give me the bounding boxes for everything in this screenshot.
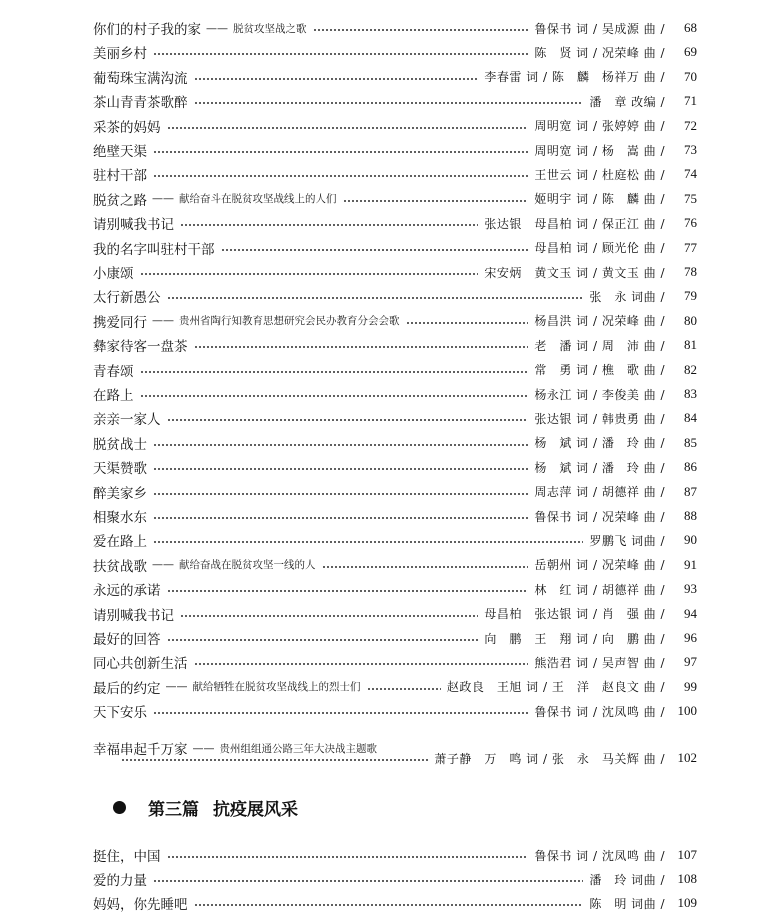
entry-credits: 周志萍 词 / 胡德祥 曲 /	[534, 485, 665, 500]
toc-entry-long-credits	[115, 748, 697, 768]
entry-title: 相聚水东	[93, 510, 147, 526]
entry-page-number: 90	[684, 532, 697, 548]
entry-page-number: 86	[684, 459, 697, 475]
dot-leader	[322, 566, 529, 568]
entry-credits: 周明宽 词 / 张婷婷 曲 /	[534, 119, 665, 134]
entry-title: 亲亲一家人	[93, 412, 161, 429]
toc-entry	[93, 311, 697, 331]
entry-credits: 熊浩君 词 / 吴声智 曲 /	[534, 655, 665, 670]
entry-title: 同心共创新生活	[93, 656, 188, 673]
entry-title: 绝壁天渠	[93, 144, 147, 160]
entry-title: 永远的承诺	[93, 583, 161, 600]
entry-credits: 鲁保书 词 / 况荣峰 曲 /	[534, 509, 665, 524]
toc-entry	[93, 555, 697, 575]
toc-entry	[93, 604, 697, 624]
entry-credits: 母昌柏 词 / 顾光伦 曲 /	[534, 241, 665, 256]
toc-entry	[93, 408, 697, 428]
dot-leader	[367, 688, 441, 690]
entry-title: 小康颂	[93, 266, 134, 282]
entry-title: 爱在路上	[93, 534, 147, 551]
toc-entry	[93, 701, 697, 721]
dot-leader	[153, 541, 583, 543]
entry-title: 请别喊我书记	[93, 217, 174, 234]
entry-page-number: 74	[684, 166, 697, 182]
entry-page-number: 108	[677, 871, 697, 886]
title-dash: ——	[152, 558, 174, 572]
bullet-icon	[113, 801, 126, 814]
entry-credits: 周明宽 词 / 杨 嵩 曲 /	[534, 143, 665, 158]
entry-page-number: 73	[684, 142, 697, 157]
entry-page-number: 102	[677, 750, 697, 765]
entry-page-number: 99	[684, 678, 697, 694]
entry-title: 最好的回答	[93, 632, 161, 648]
entry-page-number: 76	[684, 215, 697, 231]
toc-entry	[93, 869, 697, 889]
entry-title: 脱贫之路	[93, 192, 147, 209]
toc-entry	[93, 116, 697, 136]
entry-title: 脱贫战士	[93, 436, 147, 453]
toc-entry	[93, 18, 697, 38]
entry-title: 茶山青青茶歌醉	[93, 95, 188, 112]
entry-title: 我的名字叫驻村干部	[93, 241, 215, 258]
entry-credits: 杨 斌 词 / 潘 玲 曲 /	[534, 436, 665, 451]
toc-entry	[93, 652, 697, 672]
entry-page-number: 78	[684, 264, 697, 279]
entry-credits: 萧子静 万 鸣 词 / 张 永 马关辉 曲 /	[434, 751, 665, 766]
toc-entry	[93, 335, 697, 355]
entry-credits: 常 勇 词 / 樵 歌 曲 /	[534, 363, 665, 378]
toc-entry	[93, 384, 697, 404]
dot-leader	[140, 371, 529, 373]
entry-page-number: 68	[684, 20, 697, 35]
dot-leader	[153, 880, 583, 882]
title-dash: ——	[152, 192, 174, 206]
entry-credits: 张 永 词曲 /	[589, 289, 665, 304]
dot-leader	[153, 517, 528, 519]
entry-credits: 杨昌洪 词 / 况荣峰 曲 /	[534, 314, 665, 329]
entry-credits: 潘 玲 词曲 /	[589, 872, 665, 887]
entry-page-number: 88	[684, 508, 697, 523]
dot-leader	[167, 590, 529, 592]
entry-credits: 罗鹏飞 词曲 /	[589, 533, 665, 548]
toc-entry	[93, 360, 697, 380]
dot-leader	[194, 346, 529, 348]
dot-leader	[194, 904, 584, 906]
dot-leader	[153, 151, 528, 153]
entry-credits: 向 鹏 王 翔 词 / 向 鹏 曲 /	[484, 631, 665, 646]
dot-leader	[153, 444, 528, 446]
entry-page-number: 75	[684, 190, 697, 206]
entry-title: 爱的力量	[93, 873, 147, 889]
title-dash: ——	[206, 21, 228, 35]
dot-leader	[406, 322, 529, 324]
entry-page-number: 91	[684, 556, 697, 572]
entry-credits: 杨永江 词 / 李俊美 曲 /	[534, 387, 665, 402]
toc-entry	[93, 893, 697, 913]
dot-leader	[180, 224, 478, 226]
entry-credits: 鲁保书 词 / 沈凤鸣 曲 /	[534, 848, 665, 863]
section-label: 第三篇	[148, 799, 199, 820]
toc-entry	[93, 42, 697, 62]
toc-entry	[93, 67, 697, 87]
dot-leader	[194, 78, 479, 80]
entry-subtitle: 贵州省陶行知教育思想研究会民办教育分会会歌	[179, 315, 400, 328]
dot-leader	[313, 29, 529, 31]
dot-leader	[180, 615, 478, 617]
toc-entry	[93, 530, 697, 550]
entry-credits: 李春雷 词 / 陈 麟 杨祥万 曲 /	[484, 70, 665, 85]
dot-leader	[167, 297, 584, 299]
entry-page-number: 80	[684, 312, 697, 328]
entry-page-number: 77	[684, 239, 697, 255]
toc-entry	[93, 286, 697, 306]
dot-leader	[194, 663, 529, 665]
dot-leader	[140, 395, 529, 397]
dot-leader	[140, 273, 479, 275]
entry-title: 你们的村子我的家	[93, 22, 201, 38]
entry-title: 葡萄珠宝满沟流	[93, 70, 188, 87]
dot-leader	[167, 419, 529, 421]
title-dash: ——	[192, 741, 215, 755]
entry-credits: 姬明宇 词 / 陈 麟 曲 /	[534, 192, 665, 207]
entry-title: 挺住，中国	[93, 849, 161, 865]
entry-page-number: 69	[684, 44, 697, 60]
entry-title: 天下安乐	[93, 705, 147, 722]
dot-leader	[167, 856, 529, 858]
dot-leader	[194, 102, 584, 104]
entry-credits: 鲁保书 词 / 吴成源 曲 /	[534, 21, 665, 36]
entry-credits: 王世云 词 / 杜庭松 曲 /	[534, 167, 665, 182]
entry-subtitle: 贵州组组通公路三年大决战主题歌	[219, 742, 377, 755]
entry-page-number: 72	[684, 117, 697, 133]
entry-title: 青春颂	[93, 363, 134, 380]
entry-title: 醉美家乡	[93, 485, 147, 502]
entry-credits: 张达银 母昌柏 词 / 保正江 曲 /	[484, 216, 665, 231]
toc-entry	[93, 238, 697, 258]
entry-title: 最后的约定	[93, 680, 161, 697]
entry-title: 天渠赞歌	[93, 461, 147, 478]
entry-page-number: 96	[684, 630, 697, 645]
entry-subtitle: 脱贫攻坚战之歌	[233, 22, 307, 35]
entry-page-number: 82	[684, 361, 697, 377]
entry-page-number: 70	[684, 68, 697, 84]
entry-subtitle: 献给奋斗在脱贫攻坚战线上的人们	[179, 193, 337, 206]
entry-credits: 赵政良 王旭 词 / 王 洋 赵良文 曲 /	[446, 680, 665, 695]
toc-entry	[93, 91, 697, 111]
entry-title: 太行新愚公	[93, 290, 161, 307]
dot-leader	[153, 53, 528, 55]
entry-credits: 张达银 词 / 韩贵勇 曲 /	[534, 411, 665, 426]
entry-title: 妈妈，你先睡吧	[93, 897, 188, 913]
entry-page-number: 71	[684, 93, 697, 109]
entry-subtitle: 献给牺牲在脱贫攻坚战线上的烈士们	[192, 681, 361, 694]
section-title: 抗疫展风采	[213, 799, 298, 820]
entry-credits: 陈 明 词曲 /	[589, 896, 665, 911]
toc-entry	[93, 140, 697, 160]
entry-credits: 宋安炳 黄文玉 词 / 黄文玉 曲 /	[484, 265, 665, 280]
entry-page-number: 87	[684, 483, 697, 499]
entry-credits: 潘 章 改编 /	[589, 94, 665, 109]
section-heading	[113, 794, 298, 820]
dot-leader	[343, 200, 529, 202]
entry-subtitle: 献给奋战在脱贫攻坚一线的人	[179, 559, 316, 572]
toc-entry	[93, 482, 697, 502]
toc-entry	[93, 506, 697, 526]
entry-title: 彝家待客一盘茶	[93, 339, 188, 356]
toc-entry	[93, 677, 697, 697]
toc-entry	[93, 433, 697, 453]
toc-entry	[93, 845, 697, 865]
dot-leader	[153, 175, 528, 177]
entry-title: 驻村干部	[93, 168, 147, 185]
entry-page-number: 93	[684, 581, 697, 597]
toc-entry	[93, 213, 697, 233]
entry-page-number: 107	[677, 847, 697, 862]
toc-entry	[93, 189, 697, 209]
entry-title: 请别喊我书记	[93, 607, 174, 624]
dot-leader	[221, 249, 529, 251]
entry-title: 在路上	[93, 388, 134, 404]
dot-leader	[153, 712, 528, 714]
dot-leader	[121, 759, 428, 761]
entry-title: 携爱同行	[93, 314, 147, 331]
toc-entry	[93, 262, 697, 282]
entry-title: 采茶的妈妈	[93, 119, 161, 136]
entry-page-number: 100	[677, 703, 697, 719]
entry-credits: 杨 斌 词 / 潘 玲 曲 /	[534, 460, 665, 475]
entry-credits: 陈 贤 词 / 况荣峰 曲 /	[534, 45, 665, 60]
entry-page-number: 83	[684, 386, 697, 401]
entry-page-number: 97	[684, 654, 697, 670]
dot-leader	[167, 639, 479, 641]
dot-leader	[167, 127, 529, 129]
entry-page-number: 85	[684, 434, 697, 450]
entry-page-number: 81	[684, 337, 697, 353]
entry-credits: 老 潘 词 / 周 沛 曲 /	[534, 338, 665, 353]
entry-credits: 鲁保书 词 / 沈凤鸣 曲 /	[534, 704, 665, 719]
entry-page-number: 84	[684, 410, 697, 426]
entry-credits: 母昌柏 张达银 词 / 肖 强 曲 /	[484, 607, 665, 622]
entry-title: 美丽乡村	[93, 46, 147, 63]
entry-page-number: 94	[684, 605, 697, 621]
dot-leader	[153, 493, 528, 495]
entry-page-number: 79	[684, 288, 697, 304]
toc-entry	[93, 628, 697, 648]
toc-entry	[93, 457, 697, 477]
dot-leader	[153, 468, 528, 470]
toc-entry	[93, 164, 697, 184]
entry-page-number: 109	[677, 895, 697, 910]
entry-title: 扶贫战歌	[93, 558, 147, 575]
title-dash: ——	[152, 314, 174, 328]
entry-credits: 岳朝州 词 / 况荣峰 曲 /	[534, 558, 665, 573]
toc-entry	[93, 579, 697, 599]
entry-title: 幸福串起千万家	[93, 742, 188, 758]
title-dash: ——	[165, 680, 188, 694]
entry-credits: 林 红 词 / 胡德祥 曲 /	[534, 582, 665, 597]
